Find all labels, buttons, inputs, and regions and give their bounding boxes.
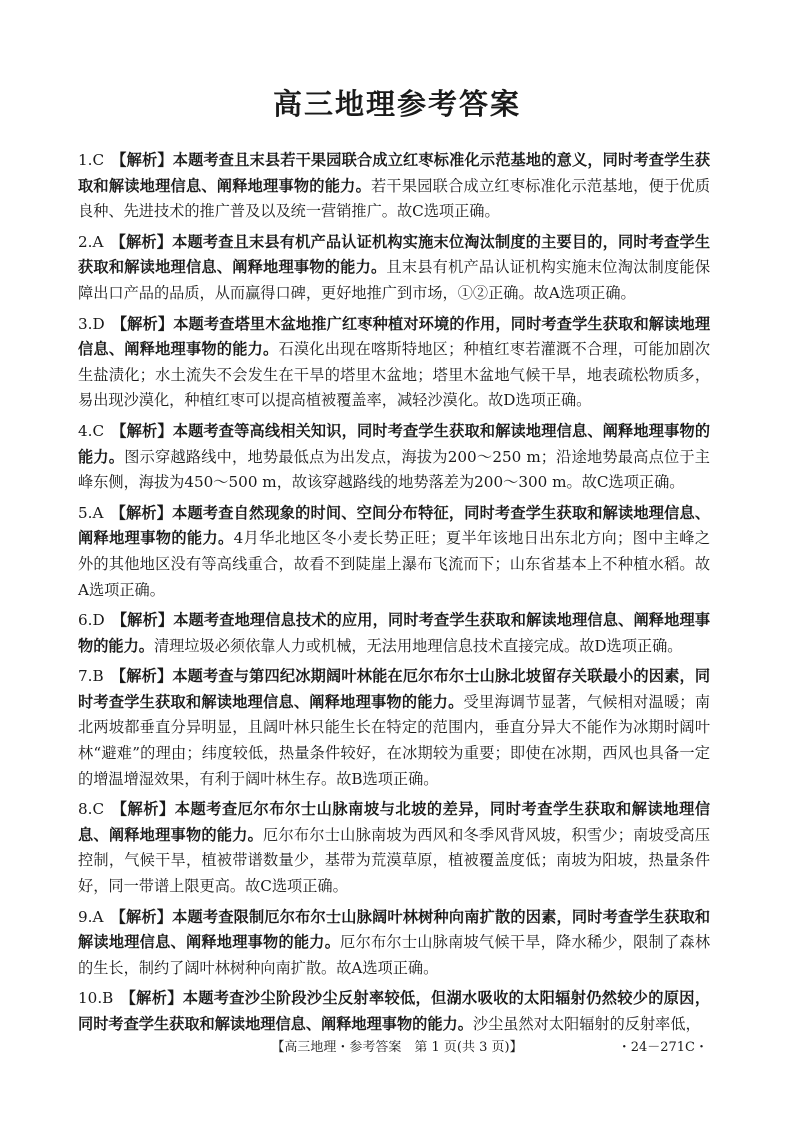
analysis-tag: 【解析】	[111, 151, 173, 169]
analysis-body: 受里海调节显著，气候相对温暖；南北两坡都垂直分异明显，且阔叶林只能生长在特定的范围内，垂直分异大不能作为冰期时阔叶林“避难”的理由；纬度较低，热量条件较好，在冰期较为重要；即使在冰期，西风也具备一定的增温增湿效果，有利于阔叶林生存。故B选项正确。	[78, 692, 711, 788]
footer-page-info: 【高三地理・参考答案 第 1 页(共 3 页)】	[271, 1040, 523, 1055]
analysis-body: 4月华北地区冬小麦长势正旺；夏半年该地日出东北方向；图中主峰之外的其他地区没有等高线重合，故看不到陡崖上瀑布飞流而下；山东省基本上不种植水稻。故A选项正确。	[78, 529, 711, 599]
analysis-tag: 【解析】	[120, 989, 183, 1008]
analysis-tag: 【解析】	[111, 611, 174, 630]
answer-item	[78, 664, 710, 792]
answer-item	[78, 905, 710, 982]
analysis-tag: 【解析】	[110, 907, 173, 926]
answer-item	[78, 312, 710, 414]
analysis-tag: 【解析】	[111, 314, 174, 333]
answer-number: 9.A	[78, 907, 104, 926]
analysis-lead: 本题考查沙尘阶段沙尘反射率较低，但湖水吸收的太阳辐射仍然较少的原因，同时考查学生获取和解读地理信息、阐释地理事物的能力。	[78, 989, 711, 1033]
answer-number: 1.C	[78, 151, 105, 169]
analysis-tag: 【解析】	[110, 503, 173, 522]
answer-number: 8.C	[78, 800, 105, 819]
footer-code: ・24－271C・	[617, 1040, 708, 1055]
answer-item	[78, 797, 710, 899]
analysis-lead: 本题考查且末县若干果园联合成立红枣标准化示范基地的意义，同时考查学生获取和解读地理信息、阐释地理事物的能力。	[78, 151, 711, 195]
answer-number: 3.D	[78, 314, 105, 333]
answer-number: 4.C	[78, 421, 105, 440]
analysis-lead: 本题考查与第四纪冰期阔叶林能在厄尔布尔士山脉北坡留存关联最小的因素，同时考查学生获取和解读地理信息、阐释地理事物的能力。	[78, 667, 711, 711]
analysis-tag: 【解析】	[111, 421, 173, 440]
answer-number: 5.A	[78, 503, 104, 522]
analysis-body: 清理垃圾必须依靠人力或机械，无法用地理信息技术直接完成。故D选项正确。	[153, 636, 683, 655]
analysis-lead: 本题考查限制厄尔布尔士山脉阔叶林树种向南扩散的因素，同时考查学生获取和解读地理信息、阐释地理事物的能力。	[78, 907, 711, 952]
analysis-lead: 本题考查塔里木盆地推广红枣种植对环境的作用，同时考查学生获取和解读地理信息、阐释地理事物的能力。	[78, 314, 711, 359]
analysis-body: 若干果园联合成立红枣标准化示范基地，便于优质良种、先进技术的推广普及以及统一营销推广。故C选项正确。	[78, 176, 711, 221]
analysis-lead: 本题考查厄尔布尔士山脉南坡与北坡的差异，同时考查学生获取和解读地理信息、阐释地理事物的能力。	[78, 800, 711, 844]
answer-item	[78, 419, 710, 496]
analysis-body: 厄尔布尔士山脉南坡气候干旱，降水稀少，限制了森林的生长，制约了阔叶林树种向南扩散。故A选项正确。	[78, 933, 711, 977]
analysis-tag: 【解析】	[110, 232, 173, 251]
answer-item	[78, 148, 710, 225]
analysis-tag: 【解析】	[111, 800, 175, 819]
analysis-lead: 本题考查等高线相关知识，同时考查学生获取和解读地理信息、阐释地理事物的能力。	[78, 421, 711, 466]
analysis-body: 厄尔布尔士山脉南坡为西风和冬季风背风坡，积雪少；南坡受高压控制，气候干旱，植被带谱数量少，基带为荒漠草原，植被覆盖度低；南坡为阳坡，热量条件好，同一带谱上限更高。故C选项正确。	[78, 825, 711, 896]
page-title: 高三地理参考答案	[272, 87, 521, 121]
answer-list	[78, 148, 710, 1043]
analysis-lead: 本题考查自然现象的时间、空间分布特征，同时考查学生获取和解读地理信息、阐释地理事物的能力。	[78, 503, 711, 548]
analysis-body: 且末县有机产品认证机构实施末位淘汰制度能保障出口产品的品质，从而赢得口碑，更好地推广到市场，①②正确。故A选项正确。	[78, 258, 711, 302]
answer-item	[78, 501, 710, 603]
answer-item	[78, 230, 710, 307]
analysis-tag: 【解析】	[110, 667, 173, 686]
answer-item	[78, 986, 710, 1037]
answer-number: 10.B	[78, 989, 114, 1008]
answer-number: 2.A	[78, 232, 104, 251]
answer-number: 7.B	[78, 667, 104, 686]
analysis-lead: 本题考查地理信息技术的应用，同时考查学生获取和解读地理信息、阐释地理事物的能力。	[78, 611, 711, 655]
analysis-body: 沙尘虽然对太阳辐射的反射率低，	[472, 1015, 701, 1033]
analysis-body: 图示穿越路线中，地势最低点为出发点，海拔为200～250 m；沿途地势最高点位于主峰东侧，海拔为450～500 m，故该穿越路线的地势落差为200～300 m。故C选项正确。	[78, 447, 710, 492]
answer-number: 6.D	[78, 611, 105, 630]
analysis-lead: 本题考查且末县有机产品认证机构实施末位淘汰制度的主要目的，同时考查学生获取和解读地理信息、阐释地理事物的能力。	[78, 232, 711, 277]
answer-item	[78, 608, 710, 659]
analysis-body: 石漠化出现在喀斯特地区；种植红枣若灌溉不合理，可能加剧次生盐渍化；水土流失不会发生在干旱的塔里木盆地；塔里木盆地气候干旱，地表疏松物质多，易出现沙漠化，种植红枣可以提高植被覆盖率，减轻沙漠化。故D选项正确。	[78, 340, 711, 410]
